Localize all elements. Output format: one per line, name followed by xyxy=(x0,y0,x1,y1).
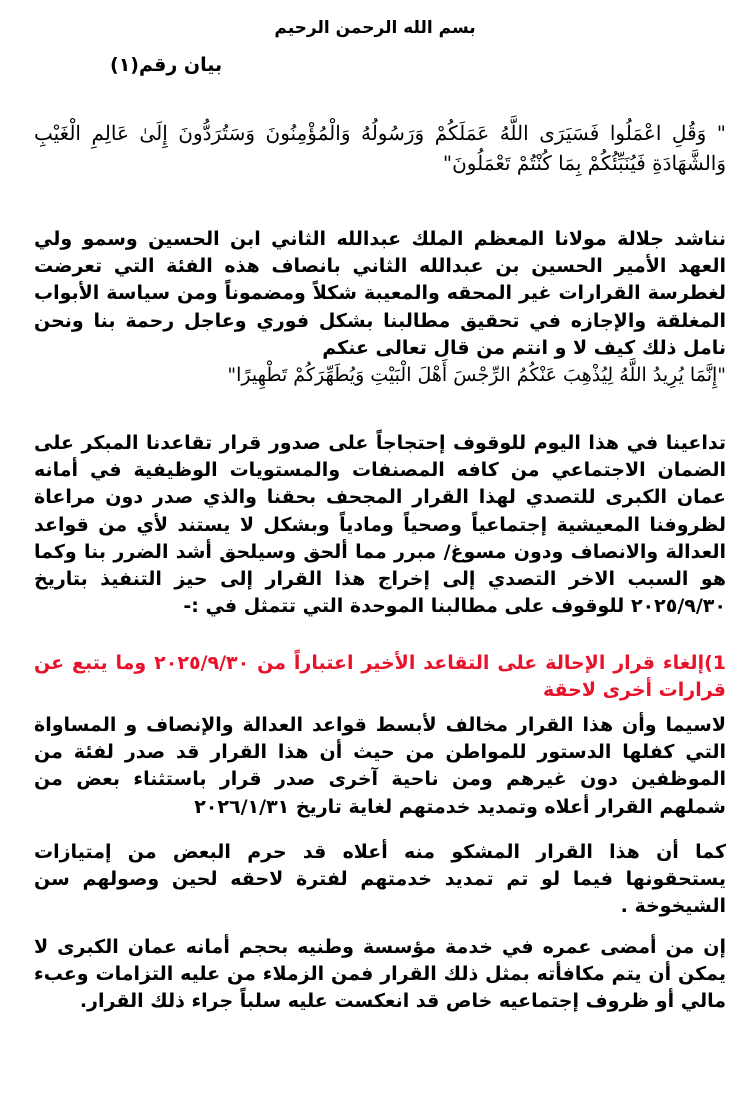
reasons-paragraph-3: إن من أمضى عمره في خدمة مؤسسة وطنيه بحجم أمانه عمان الكبرى لا يمكن أن يتم مكافأته بمثل ذلك القرار فمن الزملاء من عليه التزامات وعبء مالي أو ظروف إجتماعيه خاص قد انعكست عليه سلباً جراء ذلك القرار. xyxy=(34,936,726,1013)
reasons-paragraph-1: لاسيما وأن هذا القرار مخالف لأبسط قواعد العدالة والإنصاف و المساواة التي كفلها الدستور للمواطن من حيث أن هذا القرار قد صدر لفئة من الموظفين دون غيرهم ومن ناحية آخرى صدر قرار باستثناء بعض من شملهم القرار أعلاه وتمديد خدمتهم لغاية تاريخ ٢٠٢٦/١/٣١ xyxy=(34,714,726,818)
protest-call-paragraph: تداعينا في هذا اليوم للوقوف إحتجاجاً على صدور قرار تقاعدنا المبكر على الضمان الاجتماعي من كافه المصنفات والمستويات الوظيفية في أمانه عمان الكبرى للتصدي لهذا القرار المجحف بحقنا والذي صدر دون مراعاة لظروفنا المعيشية إجتماعياً وصحياً ومادياً وبشكل لا يستند لأي من قواعد العدالة والانصاف ودون مسوغ/ مبرر مما ألحق وسيلحق أشد الضرر بنا وكما هو السبب الاخر التصدي إلى إخراج هذا القرار إلى حيز التنفيذ بتاريخ ٢٠٢٥/٩/٣٠ للوقوف على مطالبنا الموحدة التي تتمثل في :- xyxy=(34,432,726,618)
statement-number: بيان رقم(١) xyxy=(110,54,223,76)
appeal-text: نناشد جلالة مولانا المعظم الملك عبدالله الثاني ابن الحسين وسمو ولي العهد الأمير الحسين بن عبدالله الثاني بانصاف هذه الفئة التي تعرضت لغطرسة القرارات غير المحقه والمعيبة شكلاً ومضموناً ومن سياسة الأبواب المغلقة والإجازه في تحقيق مطالبنا بشكل فوري وعاجل رحمة بنا ونحن نامل ذلك كيف لا و انتم من قال تعالى عنكم xyxy=(34,228,726,359)
appeal-paragraph xyxy=(34,226,726,389)
quran-verse-2: "إِنَّمَا يُرِيدُ اللَّهُ لِيُذْهِبَ عَنْكُمُ الرِّجْسَ أَهْلَ الْبَيْتِ وَيُطَهِّرَكُمْ تَطْهِيرًا" xyxy=(227,364,726,387)
basmala-heading: بسم الله الرحمن الرحيم xyxy=(274,18,476,38)
demand-item-1: 1)إلغاء قرار الإحالة على التقاعد الأخير اعتباراً من ٢٠٢٥/٩/٣٠ وما يتبع عن قرارات أخرى لاحقة xyxy=(34,652,726,702)
reasons-paragraph-2: كما أن هذا القرار المشكو منه أعلاه قد حرم البعض من إمتيازات يستحقونها فيما لو تم تمديد خدمتهم لفترة لاحقه لحين وصولهم سن الشيخوخة . xyxy=(34,841,726,918)
quran-verse-1: " وَقُلِ اعْمَلُوا فَسَيَرَى اللَّهُ عَمَلَكُمْ وَرَسُولُهُ وَالْمُؤْمِنُونَ وَسَتُرَدُّونَ إِلَىٰ عَالِمِ الْغَيْبِ وَالشَّهَادَةِ فَيُنَبِّئُكُمْ بِمَا كُنْتُمْ تَعْمَلُونَ" xyxy=(34,121,726,175)
